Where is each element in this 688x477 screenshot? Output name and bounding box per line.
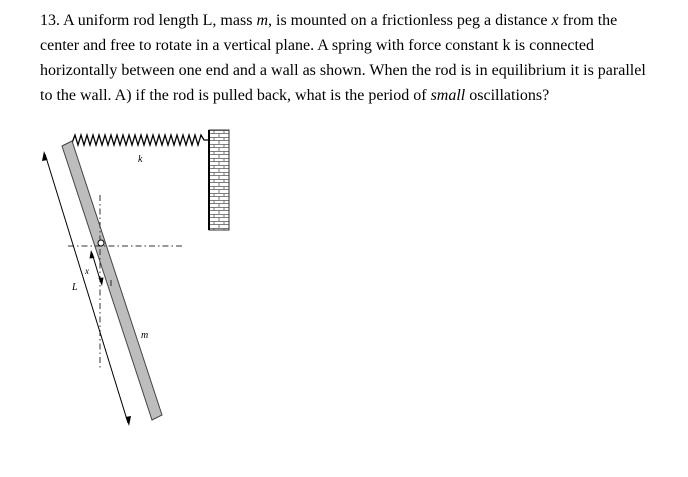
problem-line-2: center and free to rotate in a vertical plane. A spring with force constant k is connected (40, 37, 595, 54)
rod (62, 141, 162, 420)
distance-label: x (85, 266, 89, 276)
brick-wall (209, 130, 229, 230)
problem-line-4: to the wall. A) if the rod is pulled back, what is the period of small oscillations? (40, 87, 550, 104)
length-label: L (72, 282, 78, 293)
mass-label: m (141, 330, 149, 341)
problem-line-3: horizontally between one end and a wall as shown. When the rod is in equilibrium it is parallel (40, 62, 646, 79)
problem-line-1: 13. A uniform rod length L, mass m, is mounted on a frictionless peg a distance x from the (40, 12, 618, 29)
pivot-peg (98, 240, 104, 246)
spring-label: k (138, 154, 143, 165)
spring (68, 135, 209, 145)
